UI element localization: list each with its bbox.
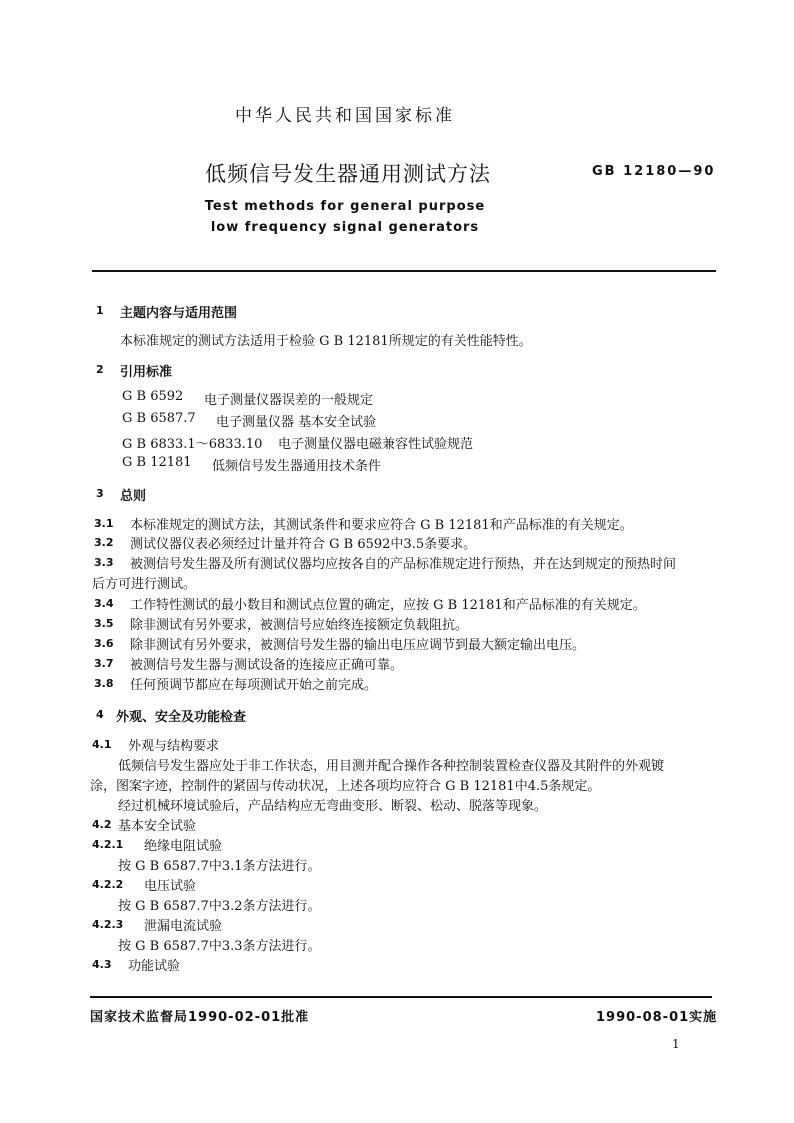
approval-date: 国家技术监督局1990-02-01批准 [90,1010,310,1025]
issuing-agency: 中华人民共和国国家标准 [235,106,455,126]
section-2-title: 引用标准 [120,365,173,380]
section-1-paragraph: 本标准规定的测试方法适用于检验 G B 12181所规定的有关性能特性。 [120,334,532,349]
ref-name-3: 电子测量仪器电磁兼容性试验规范 [278,437,474,452]
clause-3-6-number: 3.6 [94,637,114,650]
clause-3-3-number: 3.3 [94,556,114,569]
ref-code-3: G B 6833.1～6833.10 [122,437,263,452]
section-1-title: 主题内容与适用范围 [120,306,238,321]
clause-4-2-2-number: 4.2.2 [92,878,124,891]
clause-4-2-3-number: 4.2.3 [92,918,124,931]
ref-code-1: G B 6592 [122,389,184,404]
section-4-number: 4 [96,708,104,721]
section-3-number: 3 [96,487,104,500]
clause-4-2-3-text: 按 G B 6587.7中3.3条方法进行。 [118,939,321,954]
clause-3-1-text: 本标准规定的测试方法，其测试条件和要求应符合 G B 12181和产品标准的有关规定。 [130,518,633,533]
clause-4-2-title: 基本安全试验 [118,819,197,834]
section-2-number: 2 [96,363,104,376]
clause-4-1-para-1a: 低频信号发生器应处于非工作状态，用目测并配合操作各种控制装置检查仪器及其附件的外观镀 [118,759,665,774]
ref-name-4: 低频信号发生器通用技术条件 [212,459,382,474]
clause-3-5-number: 3.5 [94,617,114,630]
clause-4-3-title: 功能试验 [128,959,181,974]
clause-3-8-number: 3.8 [94,677,114,690]
document-title: 低频信号发生器通用测试方法 [205,162,491,186]
section-4-title: 外观、安全及功能检查 [116,710,247,725]
clause-4-2-1-number: 4.2.1 [92,838,124,851]
clause-4-2-1-text: 按 G B 6587.7中3.1条方法进行。 [118,859,321,874]
clause-3-5-text: 除非测试有另外要求，被测信号应始终连接额定负载阻抗。 [130,618,469,633]
clause-3-7-text: 被测信号发生器与测试设备的连接应正确可靠。 [130,658,404,673]
clause-4-1-para-1b: 涂，图案字迹，控制件的紧固与传动状况，上述各项均应符合 G B 12181中4.5条规定。 [90,779,601,794]
clause-3-2-number: 3.2 [94,536,114,549]
clause-3-1-number: 3.1 [94,517,114,530]
header-divider [92,270,716,272]
clause-3-7-number: 3.7 [94,657,114,670]
clause-3-6-text: 除非测试有另外要求，被测信号发生器的输出电压应调节到最大额定输出电压。 [130,638,586,653]
clause-4-1-para-2: 经过机械环境试验后，产品结构应无弯曲变形、断裂、松动、脱落等现象。 [118,799,548,814]
section-1-number: 1 [96,304,104,317]
clause-4-2-1-title: 绝缘电阻试验 [144,839,223,854]
clause-3-2-text: 测试仪器仪表必须经过计量并符合 G B 6592中3.5条要求。 [130,537,477,552]
english-title-line-2: low frequency signal generators [210,220,480,235]
clause-4-2-2-title: 电压试验 [144,879,197,894]
page-number: 1 [672,1037,680,1051]
ref-code-2: G B 6587.7 [122,411,196,426]
standard-code: GB 12180—90 [592,164,716,179]
section-3-title: 总则 [120,489,147,504]
clause-4-2-3-title: 泄漏电流试验 [144,919,223,934]
english-title-line-1: Test methods for general purpose [204,199,486,214]
clause-3-3-continuation: 后方可进行测试。 [92,577,197,592]
footer-divider [90,996,712,998]
clause-4-3-number: 4.3 [92,958,112,971]
ref-name-2: 电子测量仪器 基本安全试验 [216,415,377,430]
clause-3-4-number: 3.4 [94,597,114,610]
clause-3-4-text: 工作特性测试的最小数目和测试点位置的确定，应按 G B 12181和产品标准的有关规定。 [130,598,646,613]
clause-4-1-number: 4.1 [92,738,112,751]
clause-4-2-2-text: 按 G B 6587.7中3.2条方法进行。 [118,899,321,914]
ref-name-1: 电子测量仪器误差的一般规定 [204,393,374,408]
clause-3-3-text: 被测信号发生器及所有测试仪器均应按各自的产品标准规定进行预热，并在达到规定的预热时间 [130,557,677,572]
clause-4-1-title: 外观与结构要求 [128,739,220,754]
clause-4-2-number: 4.2 [92,818,112,831]
effective-date: 1990-08-01实施 [596,1010,718,1025]
ref-code-4: G B 12181 [122,455,192,470]
clause-3-8-text: 任何预调节都应在每项测试开始之前完成。 [130,678,378,693]
